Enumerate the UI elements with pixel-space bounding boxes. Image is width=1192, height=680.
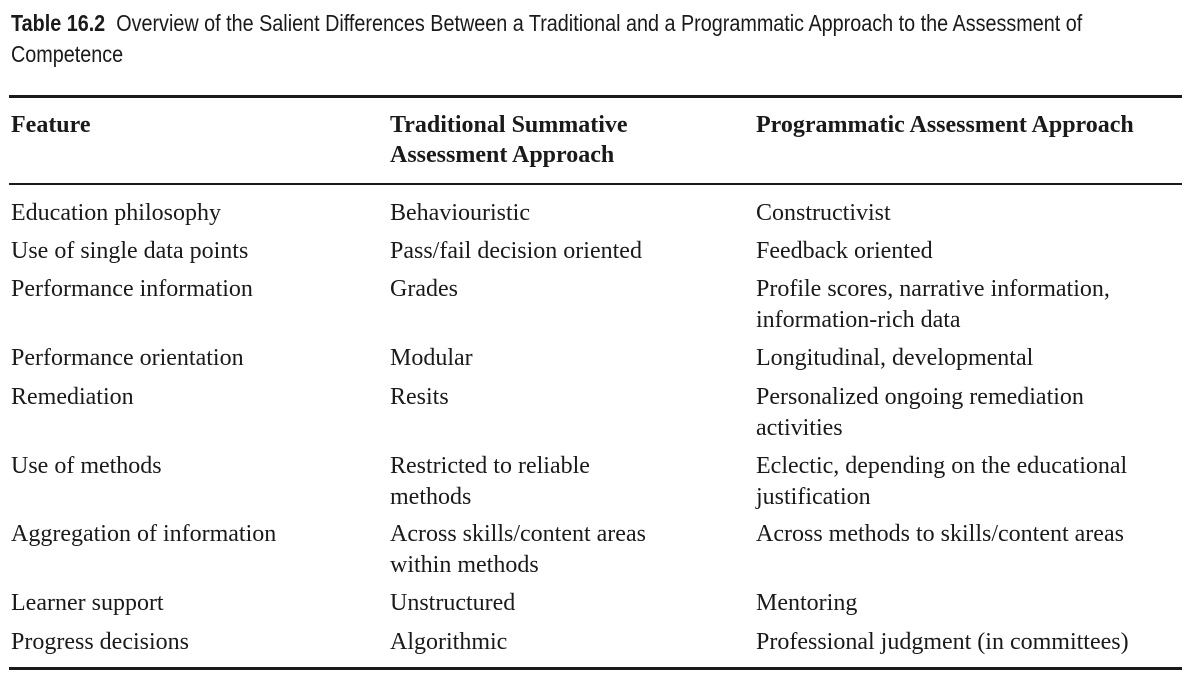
cell-feature: Learner support bbox=[11, 590, 164, 616]
header-feature: Feature bbox=[11, 112, 91, 138]
table-caption-label: Table 16.2 bbox=[11, 10, 106, 36]
cell-traditional: Modular bbox=[390, 345, 473, 371]
cell-feature: Use of single data points bbox=[11, 238, 249, 264]
cell-traditional: Across skills/content areas within methods bbox=[390, 521, 646, 578]
cell-programmatic: Feedback oriented bbox=[756, 238, 933, 264]
cell-feature: Progress decisions bbox=[11, 629, 189, 655]
cell-feature: Education philosophy bbox=[11, 200, 221, 226]
cell-traditional: Restricted to reliable methods bbox=[390, 453, 590, 510]
cell-traditional: Pass/fail decision oriented bbox=[390, 238, 642, 264]
cell-programmatic: Profile scores, narrative information, information-rich data bbox=[756, 276, 1110, 333]
cell-programmatic: Personalized ongoing remediation activities bbox=[756, 384, 1084, 441]
cell-feature: Performance orientation bbox=[11, 345, 244, 371]
cell-feature: Aggregation of information bbox=[11, 521, 277, 547]
header-traditional-approach: Traditional Summative Assessment Approach bbox=[390, 112, 628, 168]
cell-programmatic: Constructivist bbox=[756, 200, 891, 226]
cell-feature: Performance information bbox=[11, 276, 253, 302]
cell-programmatic: Mentoring bbox=[756, 590, 858, 616]
cell-programmatic: Professional judgment (in committees) bbox=[756, 629, 1129, 655]
cell-traditional: Resits bbox=[390, 384, 449, 410]
cell-traditional: Behaviouristic bbox=[390, 200, 530, 226]
cell-programmatic: Longitudinal, developmental bbox=[756, 345, 1034, 371]
cell-programmatic: Eclectic, depending on the educational justification bbox=[756, 453, 1128, 510]
cell-traditional: Grades bbox=[390, 276, 458, 302]
cell-traditional: Algorithmic bbox=[390, 629, 508, 655]
header-programmatic-approach: Programmatic Assessment Approach bbox=[756, 112, 1134, 138]
table-caption-text: Overview of the Salient Differences Between a Traditional and a Programmatic Approach to the Assessment of Competence bbox=[11, 10, 1083, 67]
cell-feature: Remediation bbox=[11, 384, 134, 410]
cell-traditional: Unstructured bbox=[390, 590, 516, 616]
cell-programmatic: Across methods to skills/content areas bbox=[756, 521, 1124, 547]
cell-feature: Use of methods bbox=[11, 453, 162, 479]
